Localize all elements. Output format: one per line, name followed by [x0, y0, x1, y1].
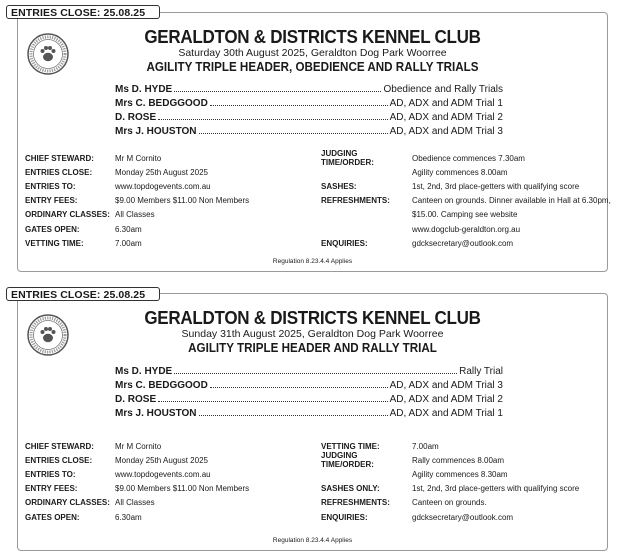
- detail-label: ENQUIRIES:: [321, 512, 368, 522]
- detail-label: SASHES ONLY:: [321, 484, 380, 494]
- details-right: [321, 439, 579, 524]
- entries-close-tab: ENTRIES CLOSE: 25.08.25: [6, 287, 160, 301]
- judges-list: [115, 366, 503, 422]
- judge-classes: AD, ADX and ADM Trial 2: [389, 112, 503, 123]
- judge-classes: AD, ADX and ADM Trial 2: [389, 394, 503, 405]
- detail-value: 1st, 2nd, 3rd place-getters with qualifying score: [412, 181, 580, 191]
- detail-label: JUDGING TIME/ORDER:: [321, 451, 374, 470]
- detail-row: [321, 510, 579, 524]
- dot-leader: [174, 90, 381, 92]
- detail-row: [25, 482, 249, 496]
- detail-value: 1st, 2nd, 3rd place-getters with qualifying score: [412, 484, 580, 494]
- detail-label: ORDINARY CLASSES:: [25, 210, 110, 220]
- detail-row: [321, 149, 611, 168]
- dot-leader: [210, 386, 388, 388]
- detail-value: gdcksecretary@outlook.com: [412, 238, 514, 248]
- detail-value: www.topdogevents.com.au: [115, 181, 211, 191]
- detail-row: [321, 236, 611, 250]
- detail-row: [321, 496, 579, 510]
- detail-row: [321, 165, 611, 179]
- detail-row: [321, 194, 611, 208]
- judge-name: D. ROSE: [115, 394, 157, 405]
- detail-label: REFRESHMENTS:: [321, 498, 390, 508]
- detail-row: [25, 467, 249, 481]
- dot-leader: [199, 414, 388, 416]
- judge-name: Mrs J. HOUSTON: [115, 408, 197, 419]
- detail-label: JUDGING TIME/ORDER:: [321, 149, 374, 168]
- date-venue: Saturday 30th August 2025, Geraldton Dog Park Woorree: [178, 47, 447, 59]
- detail-value: Canteen on grounds. Dinner available in Hall at 6.30pm,: [412, 196, 611, 206]
- judge-classes: AD, ADX and ADM Trial 3: [389, 380, 503, 391]
- judge-row: [115, 380, 503, 394]
- detail-value: gdcksecretary@outlook.com: [412, 512, 514, 522]
- detail-value: Rally commences 8.00am: [412, 455, 505, 465]
- judge-name: Mrs C. BEDGGOOD: [115, 380, 208, 391]
- detail-row: [25, 236, 249, 250]
- detail-row: [321, 208, 611, 222]
- judge-classes: AD, ADX and ADM Trial 3: [389, 126, 503, 137]
- detail-row: [25, 453, 249, 467]
- regulation-note: Regulation 8.23.4.4 Applies: [272, 537, 353, 544]
- detail-label: GATES OPEN:: [25, 224, 80, 234]
- event-title: AGILITY TRIPLE HEADER AND RALLY TRIAL: [188, 341, 437, 355]
- entries-close-tab: ENTRIES CLOSE: 25.08.25: [6, 5, 160, 19]
- detail-row: [25, 510, 249, 524]
- detail-label: ENTRIES CLOSE:: [25, 455, 93, 465]
- detail-row: [25, 208, 249, 222]
- judges-list: [115, 84, 503, 140]
- judge-name: Ms D. HYDE: [115, 84, 173, 95]
- detail-value: 7.00am: [412, 441, 439, 451]
- detail-value: Agility commences 8.00am: [412, 167, 508, 177]
- detail-value: www.dogclub-geraldton.org.au: [412, 224, 521, 234]
- detail-row: [321, 222, 611, 236]
- judge-row: [115, 98, 503, 112]
- club-name: GERALDTON & DISTRICTS KENNEL CLUB: [144, 307, 481, 328]
- detail-row: [321, 482, 579, 496]
- judge-name: Mrs J. HOUSTON: [115, 126, 197, 137]
- detail-value: 7.00am: [115, 238, 142, 248]
- detail-label: CHIEF STEWARD:: [25, 153, 94, 163]
- event-notice-saturday: [17, 12, 611, 272]
- detail-label: VETTING TIME:: [321, 441, 380, 451]
- detail-value: All Classes: [115, 498, 155, 508]
- detail-value: Monday 25th August 2025: [115, 167, 208, 177]
- dot-leader: [158, 118, 387, 120]
- detail-row: [25, 496, 249, 510]
- detail-label: GATES OPEN:: [25, 512, 80, 522]
- judge-name: Mrs C. BEDGGOOD: [115, 98, 208, 109]
- dot-leader: [174, 372, 457, 374]
- detail-row: [321, 451, 579, 470]
- dot-leader: [210, 104, 388, 106]
- detail-value: Mr M Cornito: [115, 153, 162, 163]
- detail-label: ORDINARY CLASSES:: [25, 498, 110, 508]
- detail-value: $9.00 Members $11.00 Non Members: [115, 484, 250, 494]
- date-venue: Sunday 31th August 2025, Geraldton Dog Park Woorree: [181, 328, 444, 340]
- detail-label: SASHES:: [321, 181, 357, 191]
- judge-classes: AD, ADX and ADM Trial 1: [389, 98, 503, 109]
- detail-label: CHIEF STEWARD:: [25, 441, 94, 451]
- event-title: AGILITY TRIPLE HEADER, OBEDIENCE AND RALLY TRIALS: [146, 60, 479, 74]
- detail-label: VETTING TIME:: [25, 238, 84, 248]
- detail-value: Monday 25th August 2025: [115, 455, 208, 465]
- judge-classes: Rally Trial: [459, 366, 503, 377]
- judge-classes: Obedience and Rally Trials: [383, 84, 503, 95]
- detail-value: www.topdogevents.com.au: [115, 469, 211, 479]
- detail-label: ENTRIES TO:: [25, 181, 76, 191]
- detail-label: ENQUIRIES:: [321, 238, 368, 248]
- dot-leader: [199, 132, 388, 134]
- detail-row: [321, 179, 611, 193]
- detail-value: 6.30am: [115, 224, 142, 234]
- detail-row: [25, 194, 249, 208]
- details-left: [25, 151, 249, 250]
- detail-label: ENTRY FEES:: [25, 196, 78, 206]
- judge-row: [115, 84, 503, 98]
- detail-value: $15.00. Camping see website: [412, 210, 518, 220]
- detail-value: Agility commences 8.30am: [412, 469, 508, 479]
- detail-row: [25, 151, 249, 165]
- detail-row: [25, 439, 249, 453]
- detail-value: Obedience commences 7.30am: [412, 153, 525, 163]
- detail-label: ENTRIES CLOSE:: [25, 167, 93, 177]
- judge-row: [115, 112, 503, 126]
- detail-row: [321, 467, 579, 481]
- judge-row: [115, 366, 503, 380]
- detail-value: All Classes: [115, 210, 155, 220]
- detail-value: Mr M Cornito: [115, 441, 162, 451]
- judge-name: Ms D. HYDE: [115, 366, 173, 377]
- detail-label: ENTRIES TO:: [25, 469, 76, 479]
- detail-value: Canteen on grounds.: [412, 498, 487, 508]
- judge-row: [115, 126, 503, 140]
- regulation-note: Regulation 8.23.4.4 Applies: [272, 258, 353, 265]
- detail-value: $9.00 Members $11.00 Non Members: [115, 196, 250, 206]
- judge-row: [115, 408, 503, 422]
- detail-value: 6.30am: [115, 512, 142, 522]
- details-left: [25, 439, 249, 524]
- event-notice-sunday: [17, 293, 608, 551]
- detail-label: REFRESHMENTS:: [321, 196, 390, 206]
- dot-leader: [158, 400, 387, 402]
- detail-label: ENTRY FEES:: [25, 484, 78, 494]
- judge-classes: AD, ADX and ADM Trial 1: [389, 408, 503, 419]
- judge-row: [115, 394, 503, 408]
- detail-row: [25, 179, 249, 193]
- detail-row: [25, 165, 249, 179]
- detail-row: [25, 222, 249, 236]
- details-right: [321, 151, 611, 250]
- club-name: GERALDTON & DISTRICTS KENNEL CLUB: [144, 26, 481, 47]
- judge-name: D. ROSE: [115, 112, 157, 123]
